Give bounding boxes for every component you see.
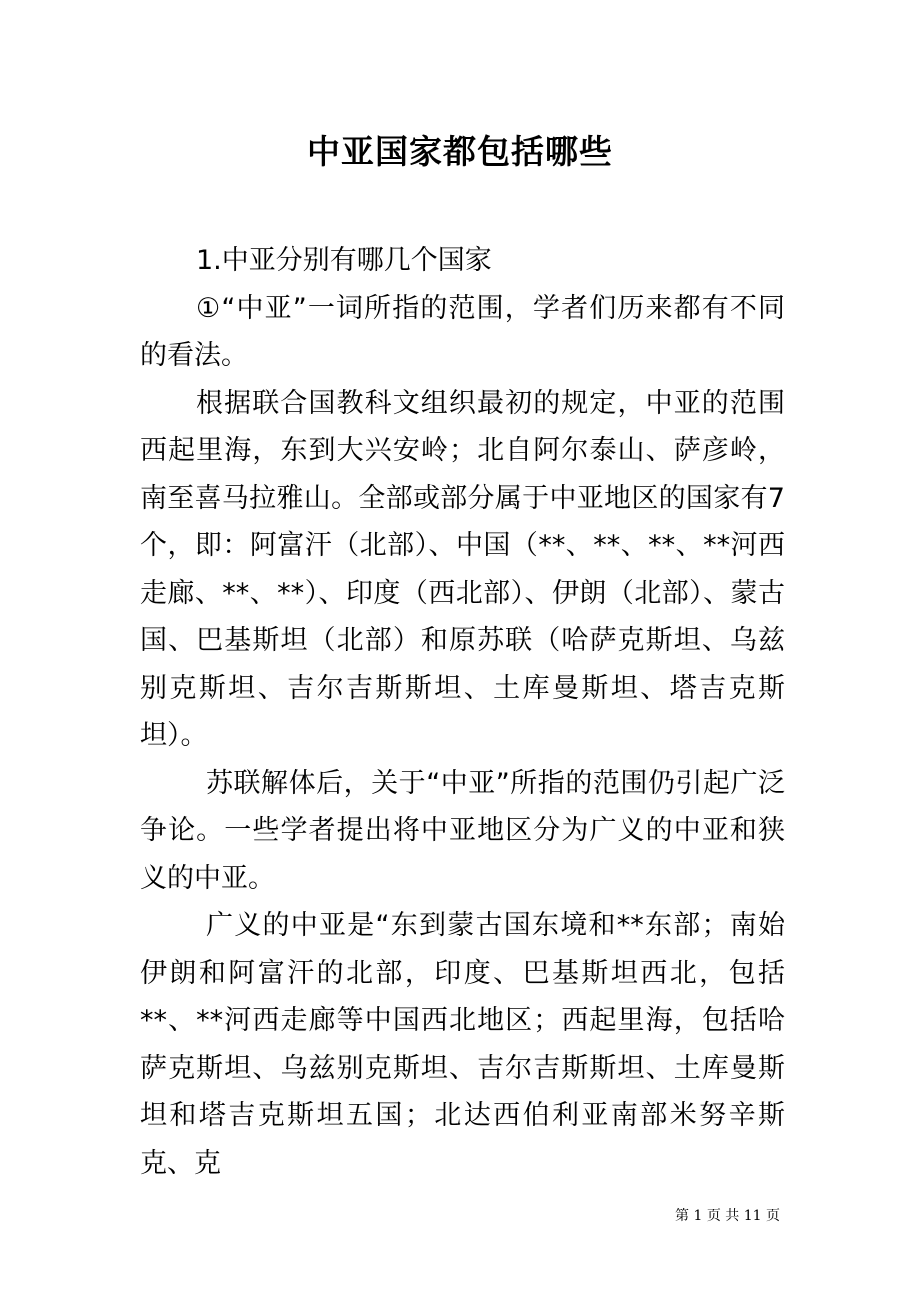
page-title: 中亚国家都包括哪些 [307,132,613,171]
paragraph-heading: 1.中亚分别有哪几个国家 [196,245,492,276]
paragraph: 苏联解体后，关于“中亚”所指的范围仍引起广泛争论。一些学者提出将中亚地区分为广义的中亚和狭义的中亚。 [140,767,785,894]
paragraph: 根据联合国教科文组织最初的规定，中亚的范围西起里海，东到大兴安岭；北自阿尔泰山、萨彦岭，南至喜马拉雅山。全部或部分属于中亚地区的国家有7个，即：阿富汗（北部）、中国（**、**、**、**河西走廊、**、**）、印度（西北部）、伊朗（北部）、蒙古国、巴基斯坦（北部）和原苏联（哈萨克斯坦、乌兹别克斯坦、吉尔吉斯斯坦、土库曼斯坦、塔吉克斯坦）。 [140,387,785,751]
document-body [140,237,785,1187]
paragraph: 广义的中亚是“东到蒙古国东境和**东部；南始伊朗和阿富汗的北部，印度、巴基斯坦西北，包括**、**河西走廊等中国西北地区；西起里海，包括哈萨克斯坦、乌兹别克斯坦、吉尔吉斯斯坦、土库曼斯坦和塔吉克斯坦五国；北达西伯利亚南部米努辛斯克、克 [140,910,785,1179]
paragraph: ①“中亚”一词所指的范围，学者们历来都有不同的看法。 [140,292,785,371]
page-number-footer: 第 1 页 共 11 页 [675,1208,780,1224]
